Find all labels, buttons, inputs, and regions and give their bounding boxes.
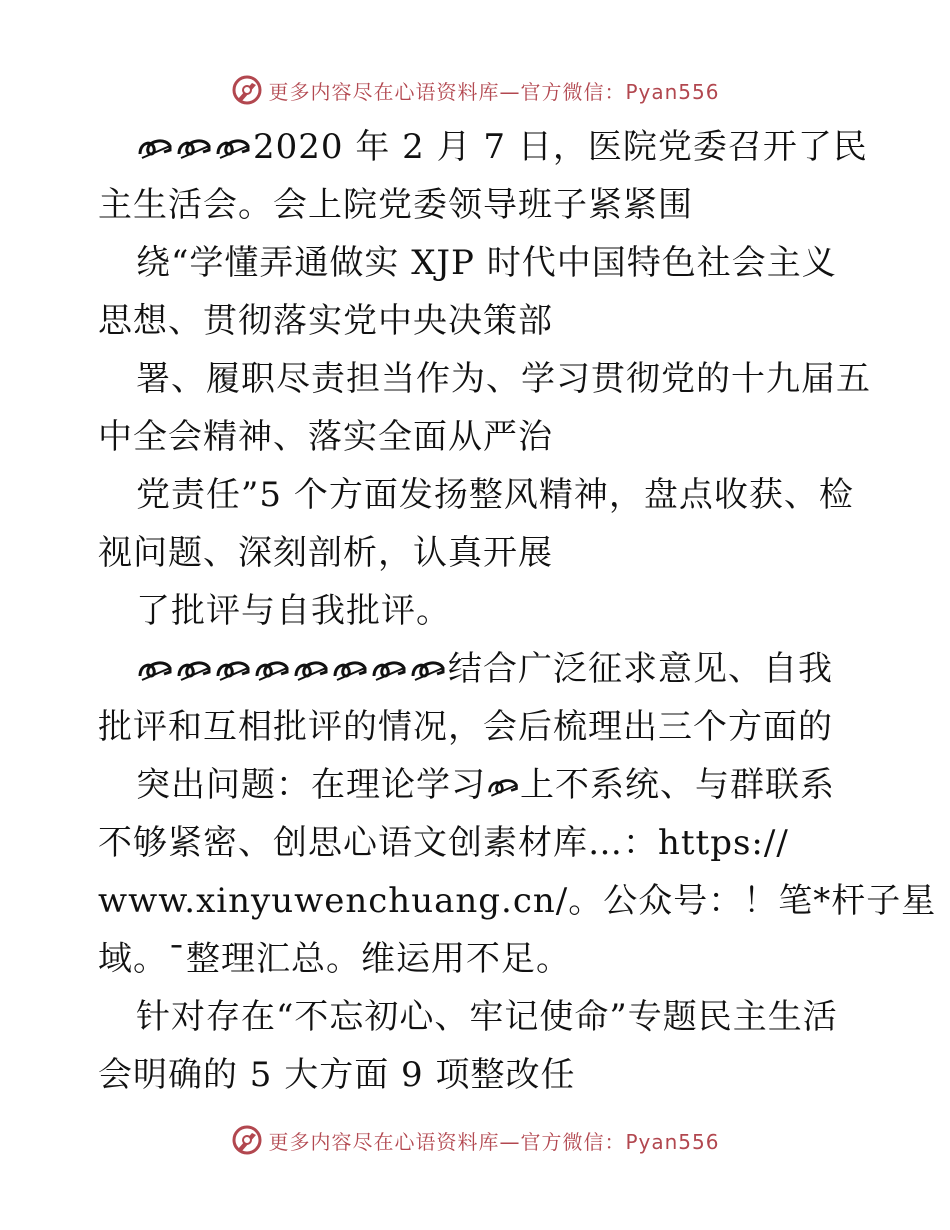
paragraph-line: www.xinyuwenchuang.cn/。公众号：！笔*杆子星 bbox=[98, 881, 937, 921]
ornament-icon bbox=[292, 644, 330, 674]
paragraph-line: 中全会精神、落实全面从严治 bbox=[98, 417, 553, 457]
text-run: 上不系统、与群联系 bbox=[520, 765, 835, 805]
ornament-icon bbox=[136, 122, 174, 152]
paragraph-line: 了批评与自我批评。 bbox=[136, 591, 451, 631]
ornament-icon bbox=[253, 644, 291, 674]
paragraph-line: 域。¯整理汇总。维运用不足。 bbox=[98, 939, 571, 979]
footer-banner bbox=[0, 1120, 950, 1160]
text-run: 结合广泛征求意见、自我 bbox=[448, 649, 833, 689]
paragraph-line: 党责任”5 个方面发扬整风精神，盘点收获、检 bbox=[136, 475, 854, 515]
ornament-icon bbox=[409, 644, 447, 674]
paragraph-line: 会明确的 5 大方面 9 项整改任 bbox=[98, 1055, 576, 1095]
ornament-icon bbox=[331, 644, 369, 674]
footer-banner-text: 更多内容尽在心语资料库—官方微信：Pyan556 bbox=[268, 1129, 720, 1154]
ornament-icon bbox=[175, 122, 213, 152]
paragraph-line: 署、履职尽责担当作为、学习贯彻党的十九届五 bbox=[136, 359, 871, 399]
ornament-icon bbox=[214, 644, 252, 674]
ornament-icon bbox=[370, 644, 408, 674]
paragraph-line: 绕“学懂弄通做实 XJP 时代中国特色社会主义 bbox=[136, 243, 837, 283]
text-run: 突出问题：在理论学习 bbox=[136, 765, 486, 805]
paragraph-line bbox=[98, 118, 868, 176]
ornament-icon bbox=[486, 760, 520, 788]
paragraph-line: 不够紧密、创思心语文创素材库…：https:// bbox=[98, 823, 789, 863]
paragraph-line: 主生活会。会上院党委领导班子紧紧围 bbox=[98, 185, 693, 225]
paragraph-line bbox=[98, 756, 858, 814]
ornament-icon bbox=[214, 122, 252, 152]
document-body bbox=[98, 118, 937, 1104]
logo-icon bbox=[230, 73, 264, 107]
paragraph-line: 批评和互相批评的情况，会后梳理出三个方面的 bbox=[98, 707, 833, 747]
paragraph-line: 思想、贯彻落实党中央决策部 bbox=[98, 301, 553, 341]
logo-icon bbox=[230, 1123, 264, 1157]
ornament-icon bbox=[175, 644, 213, 674]
paragraph-line: 视问题、深刻剖析，认真开展 bbox=[98, 533, 553, 573]
paragraph-line bbox=[98, 640, 858, 698]
header-banner-text: 更多内容尽在心语资料库—官方微信：Pyan556 bbox=[268, 79, 720, 104]
header-banner bbox=[0, 70, 950, 110]
ornament-icon bbox=[136, 644, 174, 674]
text-run: 2020 年 2 月 7 日，医院党委召开了民 bbox=[253, 127, 868, 167]
paragraph-line: 针对存在“不忘初心、牢记使命”专题民主生活 bbox=[136, 997, 838, 1037]
